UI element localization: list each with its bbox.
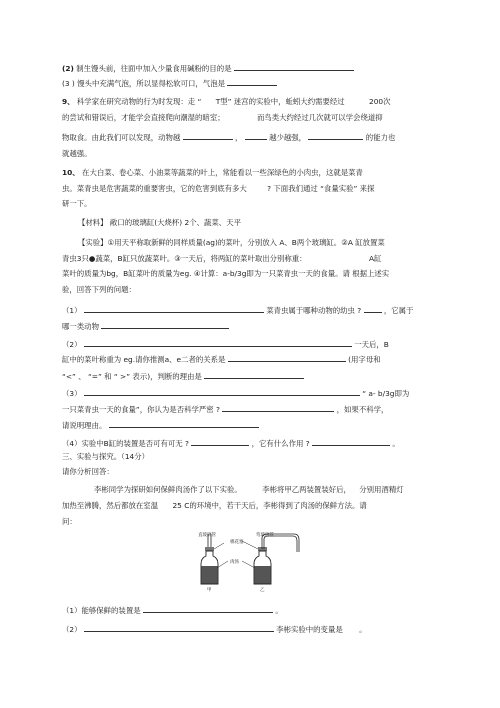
q10-sub-number: （2） bbox=[62, 340, 82, 349]
section-text: 。 bbox=[359, 625, 367, 634]
section-3-q2 bbox=[62, 623, 367, 635]
q10-text: 【实验】①用天平称取新鲜的同样质量(ag)的菜叶，分别放入 A、B两个玻璃缸。②A 缸放置菜 bbox=[78, 238, 385, 247]
q8-part2-text: 制生馒头前，往面中加入少量食用碱粉的目的是 bbox=[76, 64, 232, 73]
q10-sub3-line-1 bbox=[62, 387, 409, 399]
section-title: 三、实验与探究。（14分） bbox=[62, 452, 150, 461]
q10-text: 在大白菜、卷心菜、小油菜等蔬菜的叶上，常能看以一些深绿色的小肉虫，这就是菜青 bbox=[82, 168, 363, 177]
answer-blank[interactable] bbox=[84, 338, 352, 347]
q9-line-4 bbox=[62, 149, 92, 159]
q10-text: （4）实验中B缸的装置是否可有可无 ? bbox=[62, 439, 189, 448]
answer-blank[interactable] bbox=[84, 623, 274, 632]
q10-line-1 bbox=[62, 168, 363, 178]
section-text: （2） bbox=[62, 625, 82, 634]
q10-text: 一天后，B bbox=[354, 340, 389, 349]
q9-text: ， bbox=[234, 133, 243, 142]
answer-blank[interactable] bbox=[143, 604, 273, 613]
q10-text: 。 bbox=[392, 439, 400, 448]
figure-label-bent-tube: 弯玻璃管 bbox=[256, 533, 274, 538]
answer-blank[interactable] bbox=[312, 437, 390, 446]
section-3-q1 bbox=[62, 604, 283, 616]
q9-text: T型” 迷宫的实验中，蚯蚓大约需要经过 bbox=[215, 97, 345, 106]
answer-blank[interactable] bbox=[84, 387, 360, 396]
section-text: 李彬实验中的变量是 bbox=[276, 625, 343, 634]
figure-label-a: 甲 bbox=[207, 588, 212, 592]
q10-experiment-line-4 bbox=[62, 285, 136, 295]
flask-apparatus-illustration bbox=[196, 530, 306, 592]
figure-label-soup: 肉汤 bbox=[230, 560, 239, 565]
answer-blank[interactable] bbox=[222, 403, 334, 412]
section-3-title bbox=[62, 452, 149, 462]
answer-blank[interactable] bbox=[364, 304, 382, 313]
q10-material bbox=[78, 218, 241, 228]
q10-sub2-line-3 bbox=[62, 370, 304, 382]
section-text: 。 bbox=[275, 606, 283, 615]
q8-part3-text: (3 ) 馒头中充满气泡，所以显得松软可口，气泡是 bbox=[62, 79, 225, 88]
section-3-line-2 bbox=[62, 501, 367, 511]
q10-text: 菜青虫属于哪种动物的幼虫 ? bbox=[266, 306, 362, 315]
q10-sub2-line-2 bbox=[62, 353, 381, 365]
section-text: 25 C的环境中，若干天后，李彬得到了肉汤的保鲜方法。请 bbox=[172, 501, 367, 510]
section-intro: 请你分析回答： bbox=[62, 467, 114, 476]
figure-label-straight-tube: 直玻璃管 bbox=[198, 533, 216, 538]
q9-text: 物取食。由此我们可以发现，动物越 bbox=[62, 133, 181, 142]
q8-line-2 bbox=[62, 62, 354, 74]
q9-line-2 bbox=[62, 113, 383, 123]
q10-text: 青虫3只●蔬菜，B缸只放蔬菜叶。③一天后，将两缸的菜叶取出分别称重： bbox=[62, 254, 307, 263]
answer-blank[interactable] bbox=[109, 419, 259, 428]
q10-text: 菜叶的质量为bg，B缸菜叶的质量为eg. ④计算：a-b/3g即为一只菜青虫一天的食量。请 根据上述实 bbox=[62, 269, 390, 278]
section-text: 问： bbox=[62, 517, 77, 526]
q10-sub4 bbox=[62, 437, 400, 449]
section-text: 李彬将甲乙两装置装好后， bbox=[262, 485, 351, 494]
q9-text: 的尝试和错误后，才能学会直接爬向潮湿的暗室； bbox=[62, 113, 225, 122]
flask-b bbox=[242, 534, 299, 584]
q10-sub2-line-1 bbox=[62, 338, 389, 350]
answer-blank[interactable] bbox=[308, 131, 363, 140]
q9-text: 的能力也 bbox=[365, 133, 396, 142]
q10-text: (用字母和 bbox=[348, 355, 381, 364]
section-text: （1）能够保鲜的装置是 bbox=[62, 606, 141, 615]
answer-blank[interactable] bbox=[234, 62, 354, 71]
answer-blank[interactable] bbox=[245, 131, 267, 140]
q9-line-3 bbox=[62, 131, 395, 143]
q10-text: ，它有什么作用 ? bbox=[251, 439, 310, 448]
q10-text: 缸中的菜叶称重为 eg.请你推测a、e二者的关系是 bbox=[62, 355, 226, 364]
q10-sub1-line-1 bbox=[62, 304, 413, 316]
answer-blank[interactable] bbox=[204, 370, 304, 379]
q10-line-3 bbox=[62, 199, 92, 209]
q10-number: 10、 bbox=[62, 168, 80, 177]
q9-text: 科学家在研究动物的行为时发现：走 “ bbox=[76, 97, 202, 106]
q10-text: ，它属于 bbox=[383, 306, 414, 315]
q9-text: 越少越强， bbox=[269, 133, 307, 142]
q10-sub-number: （3） bbox=[62, 389, 82, 398]
q10-text: “<” 、 “=” 和 “ >” 表示)，判断的理由是 bbox=[62, 372, 202, 381]
q10-text: 虫。菜青虫是危害蔬菜的重要害虫，它的危害到底有多大 bbox=[62, 184, 247, 193]
q10-text: A缸 bbox=[368, 254, 382, 263]
q10-text: 哪一类动物 bbox=[62, 322, 99, 331]
q10-text: ，如果不科学， bbox=[336, 405, 389, 414]
q10-sub3-line-3 bbox=[62, 419, 259, 431]
flask-a bbox=[201, 534, 228, 584]
q10-experiment-line-1 bbox=[78, 238, 385, 248]
q10-line-2 bbox=[62, 184, 374, 194]
figure-label-b: 乙 bbox=[260, 588, 265, 592]
figure-label-cotton-plug: 棉花塞 bbox=[230, 540, 244, 545]
answer-blank[interactable] bbox=[183, 131, 233, 140]
q10-sub1-line-2 bbox=[62, 320, 229, 332]
section-text: 分别用酒精灯 bbox=[359, 485, 404, 494]
answer-blank[interactable] bbox=[191, 437, 249, 446]
q9-number: 9、 bbox=[62, 97, 75, 106]
q10-experiment-line-2 bbox=[62, 254, 381, 264]
q9-text: 而鸟类大约经过几次就可以学会绕道抑 bbox=[256, 113, 383, 122]
q10-sub3-line-2 bbox=[62, 403, 388, 415]
answer-blank[interactable] bbox=[84, 304, 264, 313]
q10-text: 请说明理由。 bbox=[62, 421, 107, 430]
section-3-line-3 bbox=[62, 517, 77, 527]
answer-blank[interactable] bbox=[227, 77, 277, 86]
q9-text: 200次 bbox=[369, 97, 391, 106]
section-text: 加热至沸腾，然后都放在室温 bbox=[62, 501, 159, 510]
q8-line-3 bbox=[62, 77, 277, 89]
q10-material-text: 【材料】 敞口的玻璃缸(大烧杯) 2个、蔬菜、天平 bbox=[78, 218, 241, 227]
q10-text: 研一下。 bbox=[62, 199, 92, 208]
section-text: 李彬同学为探研如何保鲜肉汤作了以下实验。 bbox=[94, 485, 242, 494]
q8-part2-number: (2) bbox=[62, 64, 74, 73]
q10-text: 验，回答下列的问题： bbox=[62, 285, 136, 294]
answer-blank[interactable] bbox=[101, 320, 229, 329]
q10-experiment-line-3 bbox=[62, 269, 389, 279]
answer-blank[interactable] bbox=[228, 353, 346, 362]
section-3-intro bbox=[62, 467, 114, 477]
q9-line-1 bbox=[62, 97, 391, 107]
q10-text: 一只菜青虫一天的食量”，你认为是否科学严密 ? bbox=[62, 405, 220, 414]
q9-text: 就越强。 bbox=[62, 149, 92, 158]
experiment-figure bbox=[196, 530, 306, 592]
q10-text: ? 下面我们通过 “食量实验” 来探 bbox=[267, 184, 375, 193]
q10-sub-number: （1） bbox=[62, 306, 82, 315]
q10-text: “ a- b/3g即为 bbox=[362, 389, 410, 398]
section-3-line-1 bbox=[94, 485, 404, 495]
